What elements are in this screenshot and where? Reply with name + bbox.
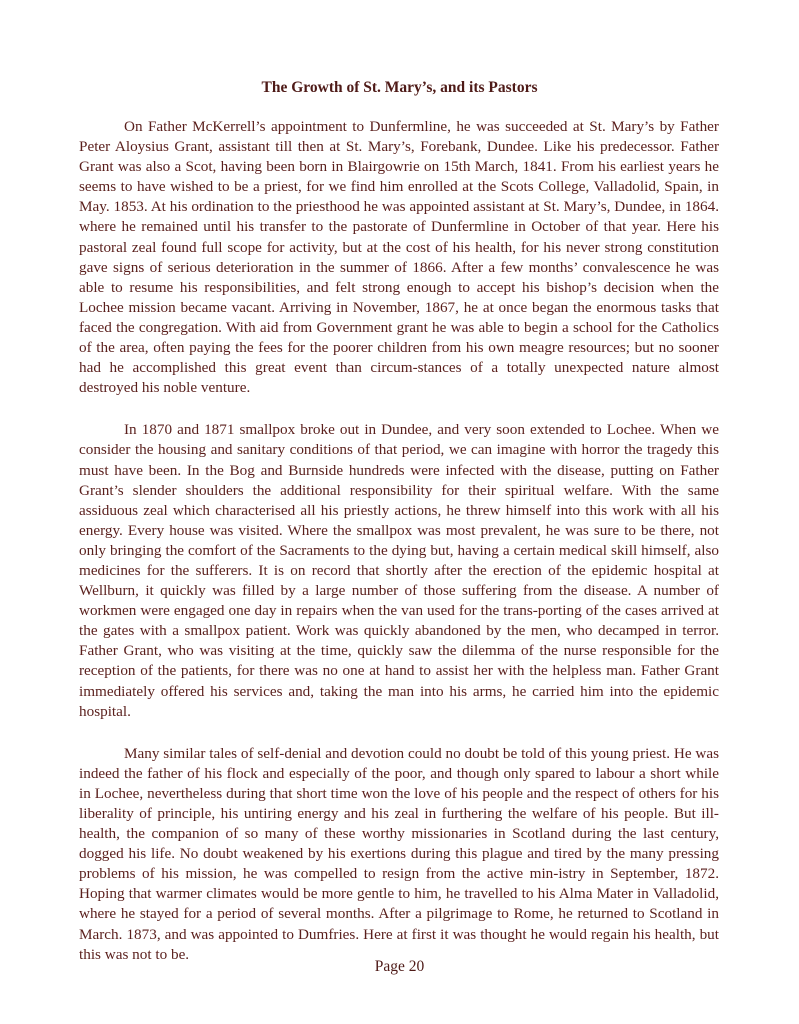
paragraph-1: On Father McKerrell’s appointment to Dunfermline, he was succeeded at St. Mary’s by Father Peter Aloysius Grant, assistant till then at St. Mary’s, Forebank, Dundee. Like his predecessor. Father Grant was also a Scot, having been born in Blairgowrie on 15th March, 1841. From his earliest years he seems to have wished to be a priest, for we find him enrolled at the Scots College, Valladolid, Spain, in May. 1853. At his ordination to the priesthood he was appointed assistant at St. Mary’s, Dundee, in 1864. where he remained until his transfer to the pastorate of Dunfermline in October of that year. Here his pastoral zeal found full scope for activity, but at the cost of his health, for his never strong constitution gave signs of serious deterioration in the summer of 1866. After a few months’ convalescence he was able to resume his responsibilities, and felt strong enough to accept his bishop’s decision when the Lochee mission became vacant. Arriving in November, 1867, he at once began the enormous tasks that faced the congregation. With aid from Government grant he was able to begin a school for the Catholics of the area, often paying the fees for the poorer children from his own meagre resources; but no sooner had he accomplished this great event than circum-stances of a totally unexpected nature almost destroyed his noble venture. [79,118,719,397]
page-number: Page 20 [374,958,425,975]
page-title: The Growth of St. Mary’s, and its Pastors [261,79,538,96]
paragraph-2: In 1870 and 1871 smallpox broke out in Dundee, and very soon extended to Lochee. When we consider the housing and sanitary conditions of that period, we can imagine with horror the tragedy this must have been. In the Bog and Burnside hundreds were infected with the disease, putting on Father Grant’s slender shoulders the additional responsibility for their spiritual welfare. With the same assiduous zeal which characterised all his priestly actions, he threw himself into this work with all his energy. Every house was visited. Where the smallpox was most prevalent, he was sure to be there, not only bringing the comfort of the Sacraments to the dying but, having a certain medical skill himself, also medicines for the sufferers. It is on record that shortly after the erection of the epidemic hospital at Wellburn, it quickly was filled by a large number of those suffering from the disease. A number of workmen were engaged one day in repairs when the van used for the trans-porting of the cases arrived at the gates with a smallpox patient. Work was quickly abandoned by the men, who decamped in terror. Father Grant, who was visiting at the time, quickly saw the dilemma of the nurse responsible for the reception of the patients, for there was no one at hand to assist her with the helpless man. Father Grant immediately offered his services and, taking the man into his arms, he carried him into the epidemic hospital. [79,421,719,720]
body-text [79,117,719,987]
paragraph-3: Many similar tales of self-denial and devotion could no doubt be told of this young priest. He was indeed the father of his flock and especially of the poor, and though only spared to labour a short while in Lochee, nevertheless during that short time won the love of his people and the respect of others for his liberality of principle, his untiring energy and his zeal in furthering the welfare of his people. But ill-health, the companion of so many of these worthy missionaries in Scotland during the last century, dogged his life. No doubt weakened by his exertions during this plague and tired by the many pressing problems of his mission, he was compelled to resign from the active min-istry in September, 1872. Hoping that warmer climates would be more gentle to him, he travelled to his Alma Mater in Valladolid, where he stayed for a period of several months. After a pilgrimage to Rome, he returned to Scotland in March. 1873, and was appointed to Dumfries. Here at first it was thought he would regain his health, but this was not to be. [79,744,719,963]
